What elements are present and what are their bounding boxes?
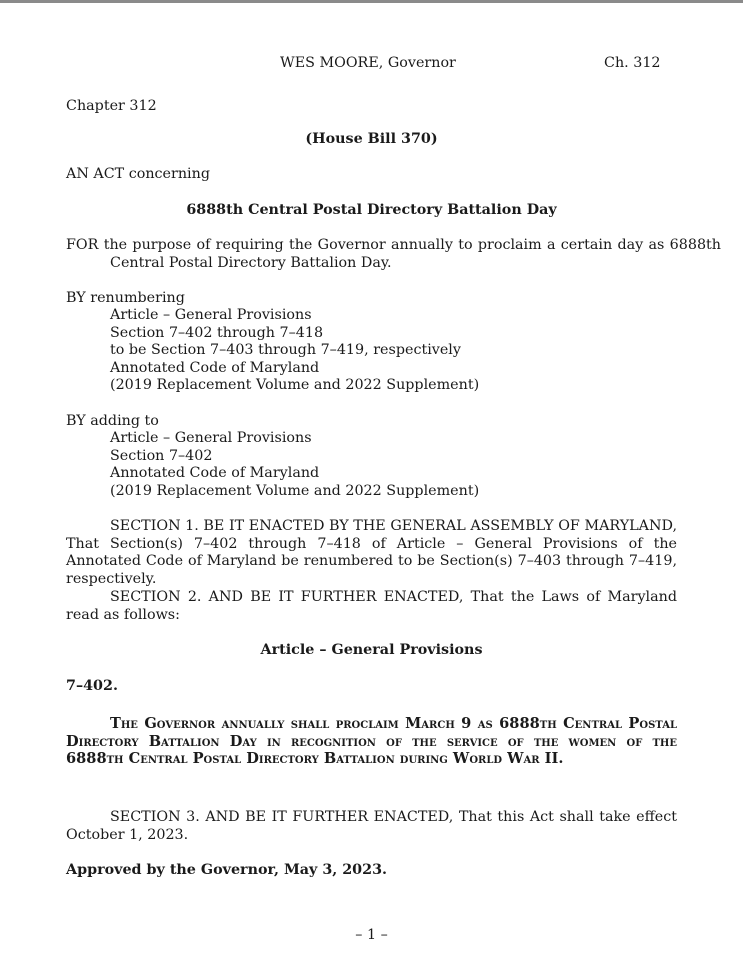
adding-heading: BY adding to [66,413,159,429]
renumbering-list [66,307,479,395]
adding-line: Annotated Code of Maryland [110,465,320,482]
renumbering-line: Article – General Provisions [110,307,312,323]
act-concerning: AN ACT concerning [66,166,210,182]
page-number: – 1 – [355,927,388,943]
section-2: SECTION 2. AND BE IT FURTHER ENACTED, That the Laws of Maryland read as follows: [66,589,677,623]
header-governor: WES MOORE, Governor [280,55,456,71]
renumbering-line: to be Section 7–403 through 7–419, respectively [110,342,461,359]
renumbering-line: (2019 Replacement Volume and 2022 Supplement) [110,377,480,394]
renumbering-heading: BY renumbering [66,290,185,306]
adding-line: (2019 Replacement Volume and 2022 Supplement) [110,482,480,499]
new-law-text: The Governor annually shall proclaim March 9 as 6888th Central Postal Directory Battalion Day in recognition of the service of the women of the 6888th Central Postal Directory Battalion during World War II. [66,715,677,768]
section-number: 7–402. [66,678,118,694]
chapter-label: Chapter 312 [66,98,157,114]
adding-list [66,430,479,500]
approval-line: Approved by the Governor, May 3, 2023. [66,862,387,878]
renumbering-line: Section 7–402 through 7–418 [110,324,324,341]
bill-label: (House Bill 370) [305,131,438,147]
adding-line: Article – General Provisions [110,430,312,446]
article-heading: Article – General Provisions [260,642,483,658]
adding-line: Section 7–402 [110,447,213,464]
section-1: SECTION 1. BE IT ENACTED BY THE GENERAL ASSEMBLY OF MARYLAND, That Section(s) 7–402 through 7–418 of Article – General Provisions of the Annotated Code of Maryland be renumbered to be Section(s) 7–403 through 7–419, respectively. [66,518,677,587]
purpose-paragraph: FOR the purpose of requiring the Governor annually to proclaim a certain day as 6888th Central Postal Directory Battalion Day. [66,237,721,271]
act-title: 6888th Central Postal Directory Battalion Day [186,202,557,218]
top-border [0,0,743,3]
renumbering-line: Annotated Code of Maryland [110,359,320,376]
header-chapter-ref: Ch. 312 [604,55,661,71]
section-3: SECTION 3. AND BE IT FURTHER ENACTED, That this Act shall take effect October 1, 2023. [66,809,677,843]
